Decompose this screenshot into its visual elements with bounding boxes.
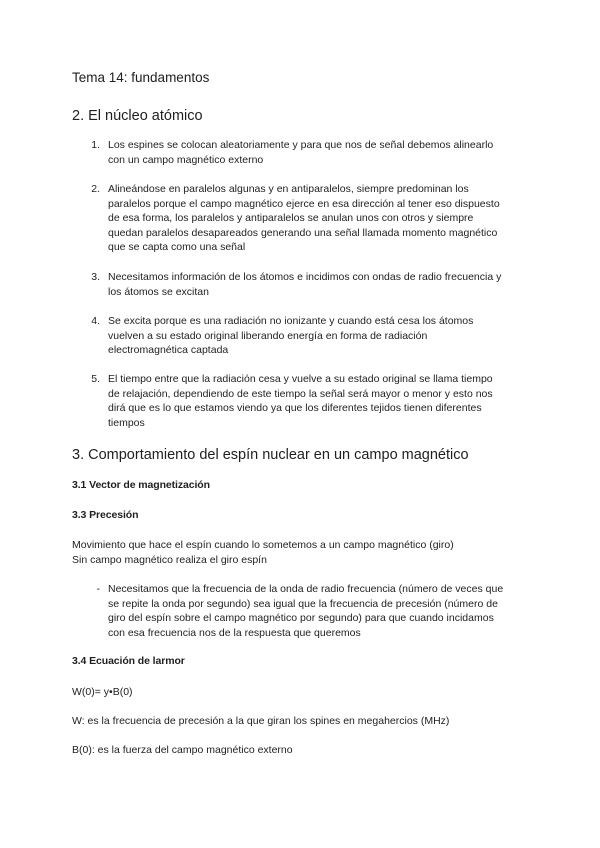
text-line: con un campo magnético externo xyxy=(108,153,264,166)
larmor-equation: W(0)= y•B(0) xyxy=(72,686,133,698)
section-heading-nucleo: 2. El núcleo atómico xyxy=(72,108,203,124)
text-line: Alineándose en paralelos algunas y en antiparalelos, siempre predominan los xyxy=(108,183,469,195)
list-item-text xyxy=(108,314,540,358)
text-line: quedan paralelos desapareados generando una señal llamada momento magnético xyxy=(108,226,498,239)
text-line: dirá que es lo que estamos viendo ya que los diferentes tejidos tienen diferentes xyxy=(108,402,482,415)
text-line: que se capta como una señal xyxy=(108,241,246,254)
precesion-paragraph xyxy=(72,538,542,567)
text-line: vuelven a su estado original liberando energía en forma de radiación xyxy=(108,329,428,342)
text-line: los átomos se excitan xyxy=(108,285,209,298)
b-definition: B(0): es la fuerza del campo magnético externo xyxy=(72,744,293,756)
text-line: Los espines se colocan aleatoriamente y para que nos de señal debemos alinearlo xyxy=(108,139,494,151)
text-line: de esa forma, los paralelos y antiparalelos se anulan unos con otros y siempre xyxy=(108,212,474,225)
text-line: Sin campo magnético realiza el giro espín xyxy=(72,553,267,566)
list-marker: 4. xyxy=(91,315,100,327)
text-line: Se excita porque es una radiación no ionizante y cuando está cesa los átomos xyxy=(108,315,474,327)
subsection-heading-precesion: 3.3 Precesión xyxy=(72,509,139,521)
list-item-text xyxy=(108,372,540,430)
text-line: con esa frecuencia nos de la respuesta que queremos xyxy=(108,626,361,639)
subsection-heading-larmor: 3.4 Ecuación de larmor xyxy=(72,655,185,667)
list-marker: 3. xyxy=(91,271,100,283)
subsection-heading-vector: 3.1 Vector de magnetización xyxy=(72,479,210,491)
list-item-text xyxy=(108,182,540,255)
text-line: Necesitamos que la frecuencia de la onda de radio frecuencia (número de veces que xyxy=(108,583,504,595)
w-definition: W: es la frecuencia de precesión a la que giran los spines en megahercios (MHz) xyxy=(72,715,450,727)
text-line: giro del espín sobre el campo magnético por segundo) para que cuando incidamos xyxy=(108,612,494,625)
list-marker: 5. xyxy=(91,373,100,385)
text-line: El tiempo entre que la radiación cesa y vuelve a su estado original se llama tiempo xyxy=(108,373,493,385)
text-line: se repite la onda por segundo) sea igual que la frecuencia de precesión (número de xyxy=(108,597,498,610)
bullet-item-text xyxy=(108,582,540,640)
text-line: Necesitamos información de los átomos e incidimos con ondas de radio frecuencia y xyxy=(108,271,502,283)
page-title: Tema 14: fundamentos xyxy=(72,70,210,85)
text-line: de relajación, dependiendo de este tiempo la señal será mayor o menor y esto nos xyxy=(108,387,493,400)
text-line: tiempos xyxy=(108,416,145,429)
list-item-text xyxy=(108,270,540,299)
section-heading-comportamiento: 3. Comportamiento del espín nuclear en un campo magnético xyxy=(72,447,469,463)
bullet-marker: - xyxy=(96,583,100,595)
list-item-text xyxy=(108,138,540,167)
list-marker: 2. xyxy=(91,183,100,195)
text-line: paralelos porque el campo magnético ejerce en esa dirección al tener eso dispuesto xyxy=(108,197,500,210)
text-line: electromagnética captada xyxy=(108,344,229,357)
list-marker: 1. xyxy=(91,139,100,151)
text-line: Movimiento que hace el espín cuando lo sometemos a un campo magnético (giro) xyxy=(72,539,454,551)
